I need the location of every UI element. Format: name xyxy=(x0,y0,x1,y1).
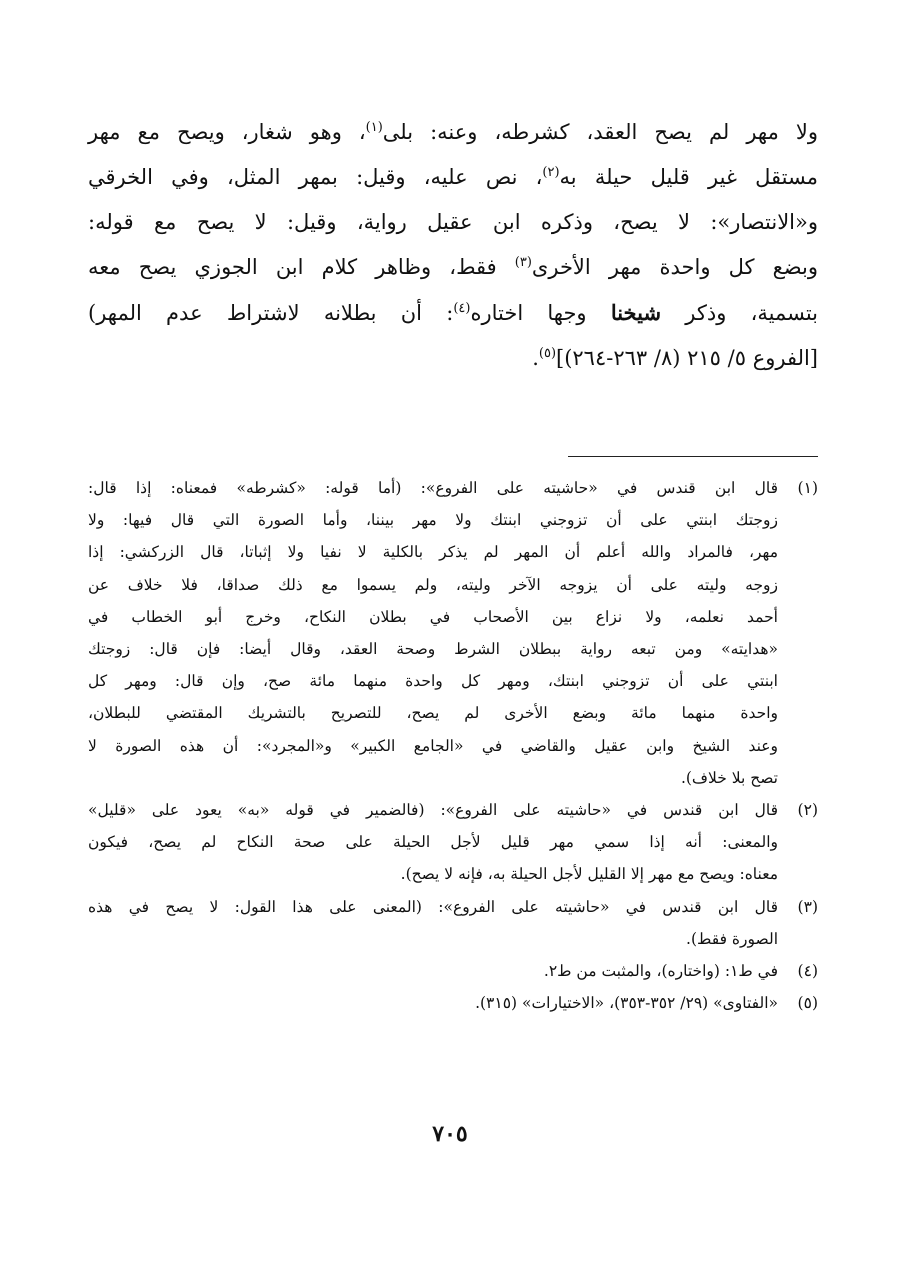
footnote-line: تصح بلا خلاف). xyxy=(680,768,778,787)
footnote-text xyxy=(88,472,778,794)
source-citation: [الفروع ٥/ ٢١٥ (٨/ ٢٦٣-٢٦٤)] xyxy=(556,346,818,370)
footnote-number: (٤) xyxy=(797,962,818,981)
main-line-3 xyxy=(88,200,818,245)
main-text-segment: ، وهو شغار، ويصح مع مهر xyxy=(88,120,366,144)
main-text-segment: وبضع كل واحدة مهر الأخرى xyxy=(531,255,818,279)
footnote-text xyxy=(88,987,778,1019)
footnote-ref-3[interactable]: (٣) xyxy=(514,255,532,270)
main-text-segment: وجها اختاره xyxy=(470,301,611,325)
footnote-line: معناه: ويصح مع مهر إلا القليل لأجل الحيلة به، فإنه لا يصح). xyxy=(400,865,778,884)
main-text-segment: بتسمية، وذكر xyxy=(661,301,819,325)
main-text-segment: و«الانتصار»: لا يصح، وذكره ابن عقيل رواية، وقيل: لا يصح مع قوله: xyxy=(88,210,818,234)
page-content xyxy=(88,110,819,1013)
footnote-text xyxy=(88,794,778,891)
footnote-line: في ط١: (واختاره)، والمثبت من ط٢. xyxy=(543,962,778,981)
main-line-4 xyxy=(88,245,818,290)
footnote-number: (١) xyxy=(797,479,818,497)
footnote-line: وعند الشيخ وابن عقيل والقاضي في «الجامع الكبير» و«المجرد»: أن هذه الصورة لا xyxy=(88,736,778,755)
main-line-2 xyxy=(88,155,818,200)
main-text-segment: ولا مهر لم يصح العقد، كشرطه، وعنه: بلى xyxy=(382,120,818,144)
footnote-4 xyxy=(88,955,818,987)
footnote-line: «هدايته» ومن تبعه رواية ببطلان الشرط وصحة العقد، وقال أيضا: فإن قال: زوجتك xyxy=(88,640,778,659)
main-text-segment: مستقل غير قليل حيلة به xyxy=(559,165,818,189)
footnote-line: «الفتاوى» (٢٩/ ٣٥٢-٣٥٣)، «الاختيارات» (٣١٥). xyxy=(475,994,778,1013)
footnote-line: قال ابن قندس في «حاشيته على الفروع»: (فالضمير في قوله «به» يعود على «قليل» xyxy=(88,801,778,820)
footnote-line: الصورة فقط). xyxy=(686,929,778,948)
footnote-line: مهر، فالمراد والله أعلم أن المهر لم يذكر بالكلية لا نفيا ولا إثباتا، قال الزركشي: إذا xyxy=(88,543,778,562)
main-line-6 xyxy=(88,336,818,381)
footnote-ref-2[interactable]: (٢) xyxy=(542,165,560,180)
footnote-text xyxy=(88,955,778,987)
footnote-line: زوجه وليته على أن يزوجه الآخر وليته، ولم يسموا مع ذلك صداقا، فلا خلاف عن xyxy=(88,575,778,594)
footnote-number: (٥) xyxy=(797,994,818,1013)
main-text-segment: فقط، وظاهر كلام ابن الجوزي يصح معه xyxy=(88,255,515,279)
footnote-line: زوجتك ابنتي على أن تزوجني ابنتك ولا مهر بيننا، وأما الصورة التي قال فيها: ولا xyxy=(88,511,778,530)
footnote-3 xyxy=(88,891,818,955)
main-line-1 xyxy=(88,110,818,155)
sheikh-bold-word: شيخنا xyxy=(610,300,662,325)
main-text-segment: : أن بطلانه لاشتراط عدم المهر) xyxy=(88,301,454,325)
footnote-2 xyxy=(88,794,818,891)
footnotes xyxy=(88,472,818,1019)
footnote-line: واحدة منهما مائة وبضع الأخرى لم يصح، للتصريح بالتشريك المقتضي للبطلان، xyxy=(88,704,778,723)
footnote-ref-1[interactable]: (١) xyxy=(365,120,383,135)
footnote-number: (٣) xyxy=(797,897,818,916)
footnote-line: قال ابن قندس في «حاشيته على الفروع»: (أما قوله: «كشرطه» فمعناه: إذا قال: xyxy=(88,479,778,497)
main-line-5 xyxy=(88,290,818,336)
footnote-number: (٢) xyxy=(797,801,818,820)
footnote-5 xyxy=(88,987,818,1019)
footnote-ref-5[interactable]: (٥) xyxy=(538,346,557,361)
footnote-line: أحمد نعلمه، ولا نزاع بين الأصحاب في بطلان النكاح، وخرج أبو الخطاب في xyxy=(88,607,778,626)
footnote-separator xyxy=(568,456,818,457)
footnote-line: والمعنى: أنه إذا سمي مهر قليل لأجل الحيلة على صحة النكاح لم يصح، فيكون xyxy=(88,833,778,852)
footnote-ref-4[interactable]: (٤) xyxy=(453,301,471,316)
main-text xyxy=(88,110,818,381)
footnote-line: ابنتي على أن تزوجني ابنتك، ومهر كل واحدة منهما مائة صح، وإن قال: ومهر كل xyxy=(88,672,778,691)
page-number: ٧٠٥ xyxy=(432,1121,468,1147)
footnote-line: قال ابن قندس في «حاشيته على الفروع»: (المعنى على هذا القول: لا يصح في هذه xyxy=(88,897,778,916)
main-text-segment: . xyxy=(532,346,539,370)
main-text-segment: ، نص عليه، وقيل: بمهر المثل، وفي الخرقي xyxy=(88,165,543,189)
footnote-text xyxy=(88,891,778,955)
footnote-1 xyxy=(88,472,818,794)
